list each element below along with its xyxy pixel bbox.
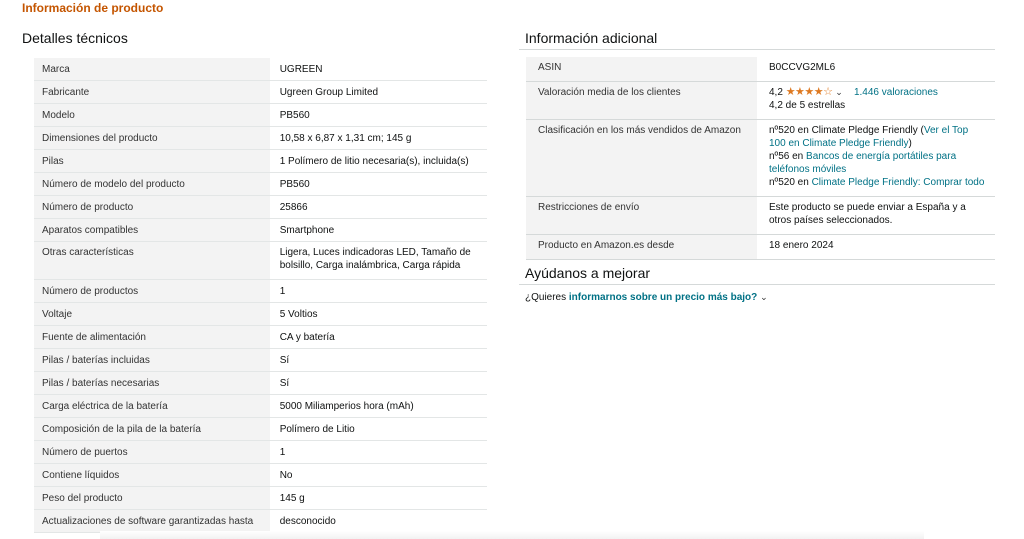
additional-info-title: Información adicional <box>525 30 658 46</box>
tech-row-label: Peso del producto <box>34 487 270 510</box>
tech-row-label: Otras características <box>34 242 270 280</box>
table-row <box>34 104 487 127</box>
table-row <box>526 57 995 82</box>
shipping-label: Restricciones de envío <box>526 197 757 235</box>
tech-row-value: 145 g <box>270 487 487 510</box>
section-heading: Información de producto <box>22 1 164 15</box>
tech-row-value: Smartphone <box>270 219 487 242</box>
table-row <box>34 418 487 441</box>
table-row <box>34 464 487 487</box>
since-label: Producto en Amazon.es desde <box>526 235 757 260</box>
table-row <box>34 127 487 150</box>
tech-row-value: UGREEN <box>270 58 487 81</box>
tech-row-value: 1 <box>270 441 487 464</box>
rank3-prefix: nº520 en <box>769 177 812 188</box>
table-row <box>526 197 995 235</box>
rank1-prefix: nº520 en Climate Pledge Friendly ( <box>769 125 924 136</box>
table-row <box>34 58 487 81</box>
tech-row-label: Número de modelo del producto <box>34 173 270 196</box>
help-title: Ayúdanos a mejorar <box>525 265 651 281</box>
tech-row-value: Ligera, Luces indicadoras LED, Tamaño de bolsillo, Carga inalámbrica, Carga rápida <box>270 242 487 280</box>
table-row <box>526 82 995 120</box>
table-row <box>34 349 487 372</box>
shipping-value: Este producto se puede enviar a España y a otros países seleccionados. <box>757 197 995 235</box>
tech-row-label: Fabricante <box>34 81 270 104</box>
rating-label: Valoración media de los clientes <box>526 82 757 120</box>
chevron-down-icon[interactable]: ⌄ <box>760 292 768 302</box>
tech-row-label: Modelo <box>34 104 270 127</box>
price-feedback-row <box>525 292 768 303</box>
bottom-fade <box>100 531 924 539</box>
rank1-suffix: ) <box>908 138 912 149</box>
rating-value: 4,2 <box>769 87 783 98</box>
tech-row-label: Actualizaciones de software garantizadas hasta <box>34 510 270 533</box>
divider <box>519 284 995 285</box>
climate-pledge-link[interactable]: Climate Pledge Friendly: Comprar todo <box>811 177 985 188</box>
tech-row-label: Pilas <box>34 150 270 173</box>
tech-row-label: Fuente de alimentación <box>34 326 270 349</box>
table-row <box>526 120 995 197</box>
table-row <box>526 235 995 260</box>
tech-details-table <box>34 58 487 533</box>
table-row <box>34 196 487 219</box>
table-row <box>34 395 487 418</box>
tech-row-label: Pilas / baterías incluidas <box>34 349 270 372</box>
tech-row-label: Marca <box>34 58 270 81</box>
tech-row-label: Contiene líquidos <box>34 464 270 487</box>
tech-row-value: No <box>270 464 487 487</box>
rating-cell <box>757 82 995 120</box>
asin-label: ASIN <box>526 57 757 82</box>
rank-cell <box>757 120 995 197</box>
tech-row-value: 5000 Miliamperios hora (mAh) <box>270 395 487 418</box>
table-row <box>34 510 487 533</box>
tech-row-value: Ugreen Group Limited <box>270 81 487 104</box>
tech-row-label: Voltaje <box>34 303 270 326</box>
star-rating-icon[interactable]: ★★★★☆ <box>785 86 833 98</box>
asin-value: B0CCVG2ML6 <box>757 57 995 82</box>
top100-link[interactable]: Ver el Top 100 en Climate Pledge Friendly <box>769 125 969 149</box>
tech-row-value: 5 Voltios <box>270 303 487 326</box>
rank-label: Clasificación en los más vendidos de Amazon <box>526 120 757 197</box>
divider <box>519 49 995 50</box>
table-row <box>34 150 487 173</box>
tech-row-label: Número de puertos <box>34 441 270 464</box>
table-row <box>34 280 487 303</box>
tech-row-value: 1 Polímero de litio necesaria(s), incluida(s) <box>270 150 487 173</box>
price-feedback-prefix: ¿Quieres <box>525 292 569 303</box>
table-row <box>34 303 487 326</box>
rank2-prefix: nº56 en <box>769 151 807 162</box>
tech-row-label: Composición de la pila de la batería <box>34 418 270 441</box>
tech-row-label: Número de producto <box>34 196 270 219</box>
table-row <box>34 81 487 104</box>
tech-row-value: 1 <box>270 280 487 303</box>
tech-row-value: PB560 <box>270 104 487 127</box>
tech-row-label: Aparatos compatibles <box>34 219 270 242</box>
table-row <box>34 372 487 395</box>
tech-row-value: PB560 <box>270 173 487 196</box>
tech-row-value: 25866 <box>270 196 487 219</box>
table-row <box>34 326 487 349</box>
power-banks-link[interactable]: Bancos de energía portátiles para teléfonos móviles <box>769 151 957 175</box>
tech-row-label: Número de productos <box>34 280 270 303</box>
tech-row-value: desconocido <box>270 510 487 533</box>
table-row <box>34 242 487 280</box>
tech-row-label: Pilas / baterías necesarias <box>34 372 270 395</box>
chevron-down-icon[interactable]: ⌄ <box>835 87 843 97</box>
tech-row-value: Polímero de Litio <box>270 418 487 441</box>
additional-info-table <box>526 57 995 260</box>
tech-row-label: Dimensiones del producto <box>34 127 270 150</box>
table-row <box>34 219 487 242</box>
tech-row-value: Sí <box>270 349 487 372</box>
table-row <box>34 173 487 196</box>
tech-row-value: 10,58 x 6,87 x 1,31 cm; 145 g <box>270 127 487 150</box>
ratings-count-link[interactable]: 1.446 valoraciones <box>853 87 938 98</box>
tech-row-label: Carga eléctrica de la batería <box>34 395 270 418</box>
tech-details-title: Detalles técnicos <box>22 30 128 46</box>
table-row <box>34 441 487 464</box>
lower-price-link[interactable]: informarnos sobre un precio más bajo? <box>568 292 758 303</box>
rating-text: 4,2 de 5 estrellas <box>769 100 846 111</box>
since-value: 18 enero 2024 <box>757 235 995 260</box>
tech-row-value: Sí <box>270 372 487 395</box>
table-row <box>34 487 487 510</box>
tech-row-value: CA y batería <box>270 326 487 349</box>
